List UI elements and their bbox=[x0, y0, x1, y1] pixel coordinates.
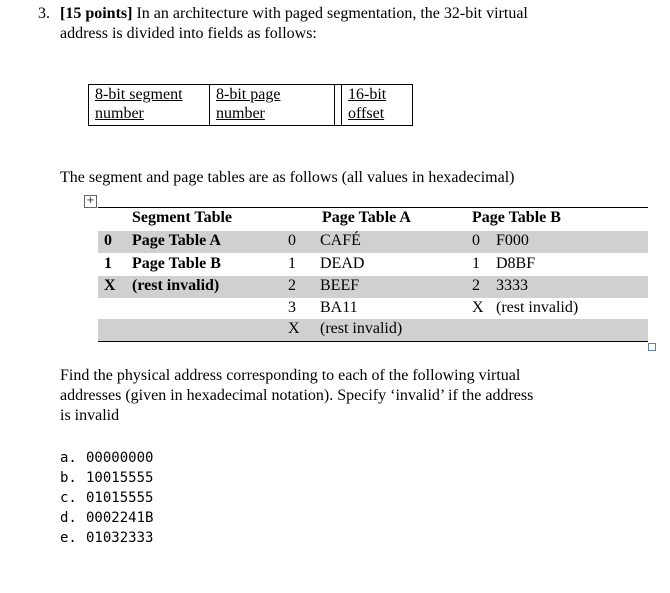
page-b-value: F000 bbox=[496, 232, 529, 249]
address-value: 01032333 bbox=[86, 530, 154, 546]
page-b-index: 2 bbox=[472, 277, 480, 294]
segment-value: (rest invalid) bbox=[132, 277, 220, 294]
segment-value: Page Table A bbox=[132, 232, 221, 249]
list-item bbox=[60, 448, 153, 468]
page-b-index: X bbox=[472, 299, 484, 316]
address-fields-table bbox=[88, 84, 413, 126]
question-number: 3. bbox=[38, 5, 50, 22]
field-page-line1: 8-bit page bbox=[216, 86, 281, 103]
table-row bbox=[98, 276, 648, 298]
table-row bbox=[98, 254, 648, 276]
page-b-index: 1 bbox=[472, 255, 480, 272]
list-item bbox=[60, 488, 153, 508]
address-value: 01015555 bbox=[86, 490, 154, 506]
table-row bbox=[98, 319, 648, 341]
field-offset-line2: offset bbox=[348, 105, 385, 122]
page-b-value: (rest invalid) bbox=[496, 299, 579, 316]
table-resize-handle-icon[interactable] bbox=[648, 343, 656, 351]
page-a-value: BEEF bbox=[320, 277, 360, 294]
question-text-line1: In an architecture with paged segmentation, the 32-bit virtual bbox=[132, 5, 528, 22]
address-label: a. bbox=[60, 450, 77, 466]
page-b-value: D8BF bbox=[496, 255, 536, 272]
field-segment bbox=[89, 85, 210, 125]
table-row bbox=[98, 231, 648, 253]
table-row bbox=[98, 298, 648, 320]
segment-index: X bbox=[104, 277, 116, 294]
field-segment-line2: number bbox=[95, 105, 144, 122]
address-value: 00000000 bbox=[86, 450, 154, 466]
address-label: c. bbox=[60, 490, 77, 506]
field-page bbox=[210, 85, 335, 125]
table-move-handle-icon[interactable]: + bbox=[84, 195, 97, 208]
list-item bbox=[60, 528, 153, 548]
question-text bbox=[60, 4, 528, 24]
segment-index: 1 bbox=[104, 255, 112, 272]
page-a-index: 0 bbox=[288, 232, 296, 249]
page-a-value: (rest invalid) bbox=[320, 320, 403, 337]
page-a-value: CAFÉ bbox=[320, 232, 361, 249]
address-value: 10015555 bbox=[86, 470, 154, 486]
page-a-index: X bbox=[288, 320, 300, 337]
tables-intro: The segment and page tables are as follows (all values in hexadecimal) bbox=[60, 169, 515, 186]
question-text-line2: address is divided into fields as follows: bbox=[60, 25, 317, 42]
list-item bbox=[60, 508, 153, 528]
page-table-b-header: Page Table B bbox=[472, 209, 561, 226]
instructions-line1: Find the physical address corresponding to each of the following virtual bbox=[60, 367, 521, 384]
tables-header-row bbox=[98, 208, 648, 230]
segment-index: 0 bbox=[104, 232, 112, 249]
segment-table-header: Segment Table bbox=[132, 209, 233, 226]
instructions-line3: is invalid bbox=[60, 407, 120, 424]
question-points: [15 points] bbox=[60, 5, 133, 22]
page-a-index: 2 bbox=[288, 277, 296, 294]
address-label: e. bbox=[60, 530, 77, 546]
segment-value: Page Table B bbox=[132, 255, 221, 272]
field-gap bbox=[335, 85, 342, 125]
field-offset-line1: 16-bit bbox=[348, 86, 387, 103]
page-b-index: 0 bbox=[472, 232, 480, 249]
page-b-value: 3333 bbox=[496, 277, 528, 294]
address-value: 0002241B bbox=[86, 510, 154, 526]
page-a-value: DEAD bbox=[320, 255, 365, 272]
list-item bbox=[60, 468, 153, 488]
field-segment-line1: 8-bit segment bbox=[95, 86, 183, 103]
field-page-line2: number bbox=[216, 105, 265, 122]
page-table-a-header: Page Table A bbox=[322, 209, 411, 226]
address-label: d. bbox=[60, 510, 77, 526]
address-label: b. bbox=[60, 470, 77, 486]
page-a-index: 3 bbox=[288, 299, 296, 316]
instructions-line2: addresses (given in hexadecimal notation). Specify ‘invalid’ if the address bbox=[60, 387, 534, 404]
table-bottom-border bbox=[98, 341, 648, 342]
page-a-value: BA11 bbox=[320, 299, 358, 316]
page-a-index: 1 bbox=[288, 255, 296, 272]
field-offset bbox=[342, 85, 412, 125]
